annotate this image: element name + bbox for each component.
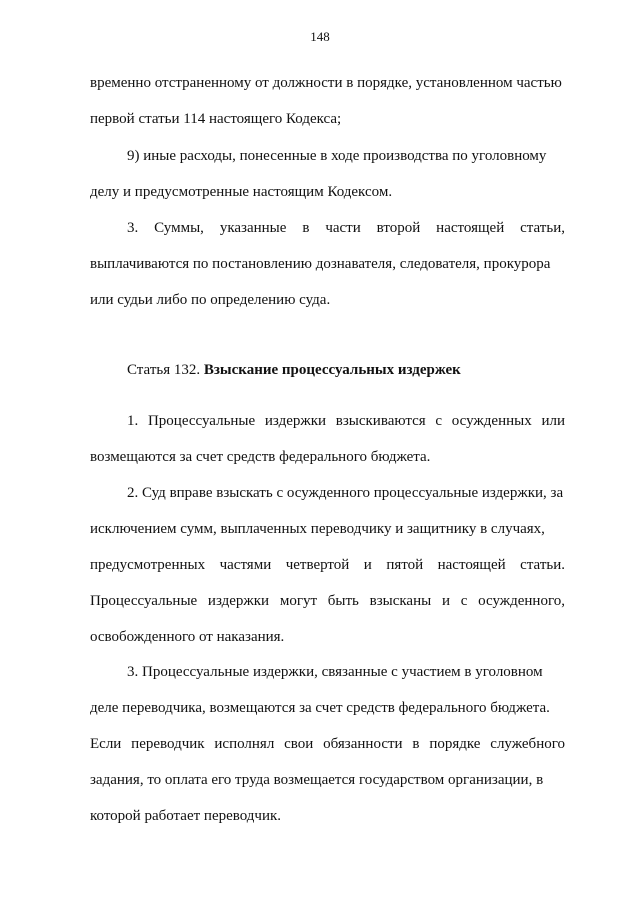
text-line: освобожденного от наказания. [90,629,285,645]
text-line: 3. Процессуальные издержки, связанные с участием в уголовном [127,664,543,680]
text-line: которой работает переводчик. [90,808,282,824]
text-line: 9) иные расходы, понесенные в ходе производства по уголовному [127,148,547,164]
text-line: предусмотренных частями четвертой и пятой настоящей статьи. [90,557,565,573]
text-line: возмещаются за счет средств федерального бюджета. [90,449,431,465]
text-line: задания, то оплата его труда возмещается государством организации, в [90,772,544,788]
page-number: 148 [310,29,330,44]
text-line: выплачиваются по постановлению дознавателя, следователя, прокурора [90,256,551,272]
text-line: деле переводчика, возмещаются за счет средств федерального бюджета. [90,700,550,716]
text-line: Если переводчик исполнял свои обязанности в порядке служебного [90,736,565,752]
article-heading [127,360,565,380]
text-line: 3. Суммы, указанные в части второй настоящей статьи, [127,220,565,236]
text-line: временно отстраненному от должности в порядке, установленном частью [90,75,562,91]
text-line: исключением сумм, выплаченных переводчику и защитнику в случаях, [90,521,545,537]
article-title: Взыскание процессуальных издержек [203,362,461,378]
text-line: Процессуальные издержки могут быть взысканы и с осужденного, [90,593,565,609]
text-line: 1. Процессуальные издержки взыскиваются с осужденных или [127,413,565,429]
text-line: 2. Суд вправе взыскать с осужденного процессуальные издержки, за [127,485,564,501]
article-number: Статья 132. [127,362,204,378]
text-line: делу и предусмотренные настоящим Кодексом. [90,184,393,200]
text-line: первой статьи 114 настоящего Кодекса; [90,111,342,127]
text-line: или судьи либо по определению суда. [90,292,331,308]
